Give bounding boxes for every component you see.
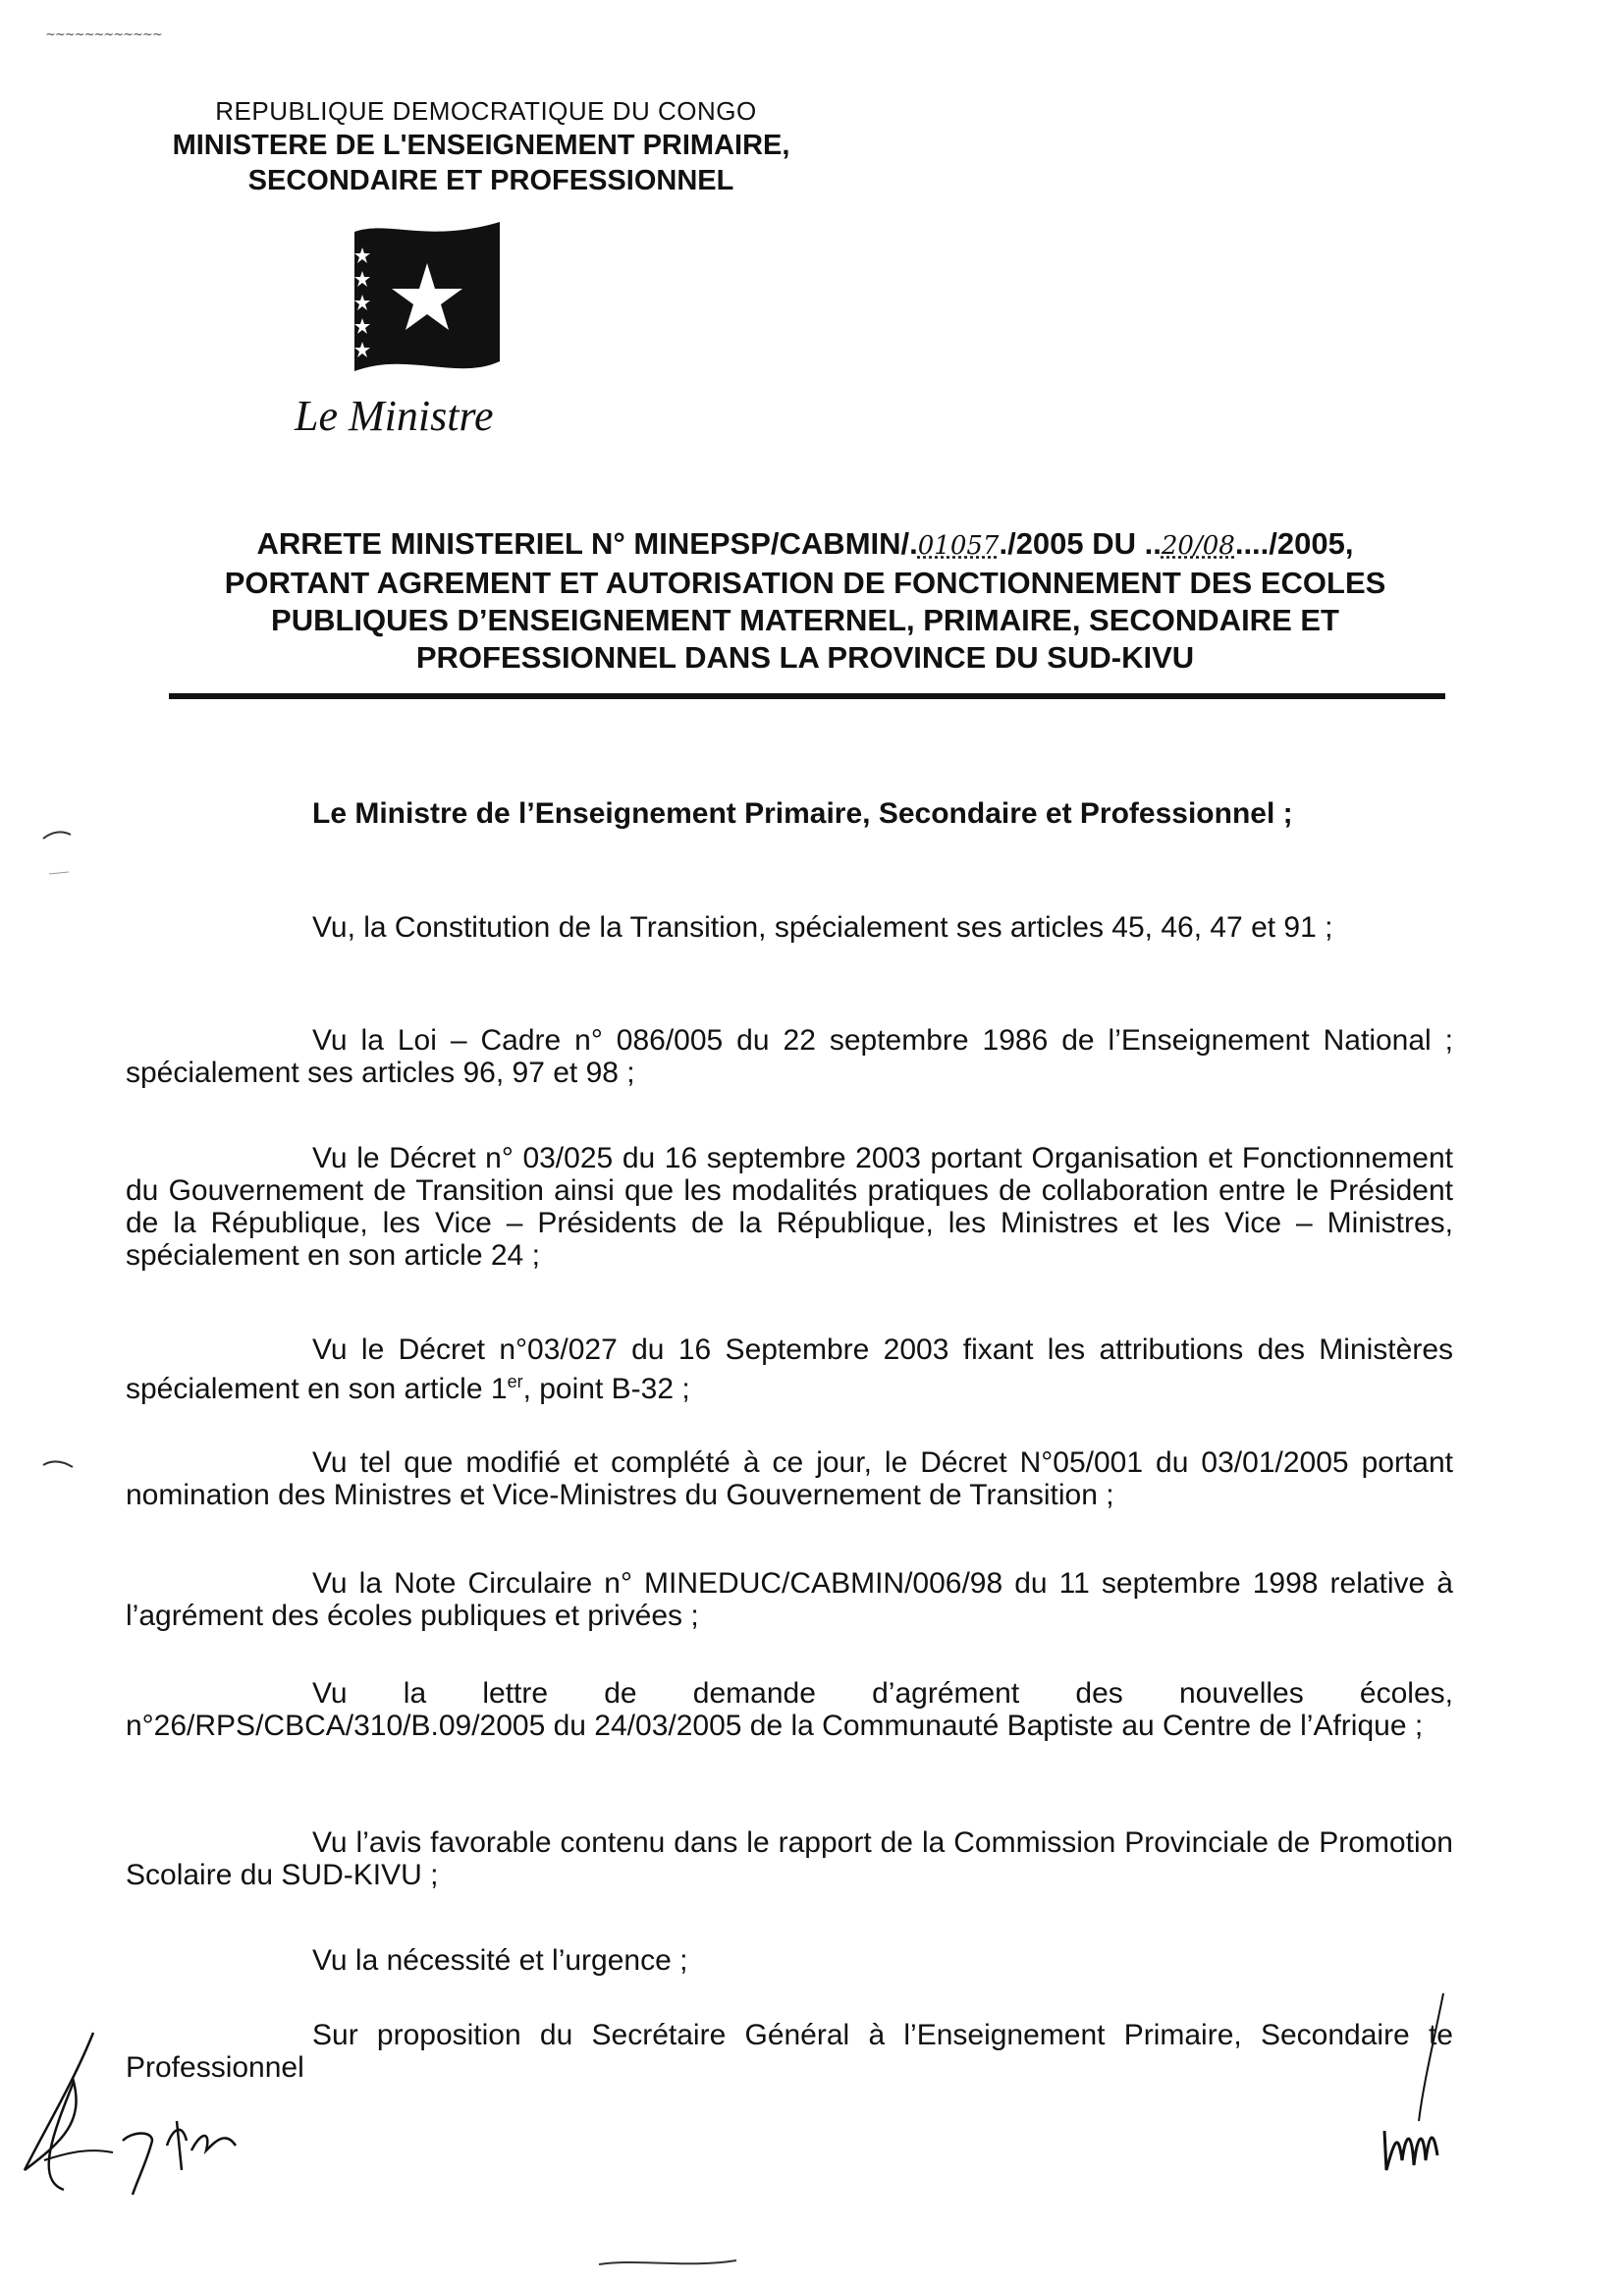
minister-intro: Le Ministre de l’Enseignement Primaire, Secondaire et Professionnel ; (312, 797, 1293, 830)
handwritten-initials-left (5, 2023, 260, 2200)
recital-decret-05-001: Vu tel que modifié et complété à ce jour, le Décret N°05/001 du 03/01/2005 portant nomination des Ministres et Vice-Ministres du Gouvernement de Transition ; (126, 1446, 1453, 1511)
ministry-name-line1: MINISTERE DE L'ENSEIGNEMENT PRIMAIRE, (172, 130, 790, 161)
handwritten-date: 20/08 (1161, 531, 1235, 561)
title-suffix: ..../2005, (1234, 526, 1354, 561)
scan-artifact-text: ~~~~~~~~~~~~ (45, 27, 162, 42)
decree-title-line4: PROFESSIONNEL DANS LA PROVINCE DU SUD-KIVU (415, 640, 1195, 675)
recital-lettre-demande: Vu la lettre de demande d’agrément des nouvelles écoles, n°26/RPS/CBCA/310/B.09/2005 du 24/03/2005 de la Communauté Baptiste au Centre de l’Afrique ; (126, 1677, 1453, 1742)
recital-decret-03-027: Vu le Décret n°03/027 du 16 Septembre 2003 fixant les attributions des Ministères spécialement en son article 1er, point B-32 ; (126, 1333, 1453, 1405)
recital-urgence: Vu la nécessité et l’urgence ; (312, 1944, 688, 1977)
decree-title (157, 525, 1453, 677)
title-underline (169, 693, 1445, 699)
title-mid: ./2005 DU .. (999, 526, 1162, 561)
drc-flag-emblem (349, 214, 506, 396)
handwritten-initials-right (1365, 1984, 1473, 2180)
recital-note-circulaire: Vu la Note Circulaire n° MINEDUC/CABMIN/006/98 du 11 septembre 1998 relative à l’agrément des écoles publiques et privées ; (126, 1567, 1453, 1632)
signature-title: Le Ministre (295, 392, 494, 440)
decree-title-line1 (157, 525, 1453, 565)
decree-title-line2: PORTANT AGREMENT ET AUTORISATION DE FONCTIONNEMENT DES ECOLES (224, 566, 1386, 600)
handwritten-number: 01057 (917, 531, 1000, 561)
recital-avis-favorable: Vu l’avis favorable contenu dans le rapport de la Commission Provinciale de Promotion Scolaire du SUD-KIVU ; (126, 1826, 1453, 1891)
margin-mark (39, 1453, 79, 1483)
ministry-name-line2: SECONDAIRE ET PROFESSIONNEL (247, 165, 734, 196)
country-name: REPUBLIQUE DEMOCRATIQUE DU CONGO (215, 96, 757, 126)
decree-title-line3: PUBLIQUES D’ENSEIGNEMENT MATERNEL, PRIMAIRE, SECONDAIRE ET (271, 603, 1339, 637)
recital-proposition: Sur proposition du Secrétaire Général à l’Enseignement Primaire, Secondaire te Professionnel (126, 2019, 1453, 2084)
recital-decret-03-025: Vu le Décret n° 03/025 du 16 septembre 2003 portant Organisation et Fonctionnement du Gouvernement de Transition ainsi que les modalités pratiques de collaboration entre le Président de la République, les Vice – Présidents de la République, les Ministres et les Vice – Ministres, spécialement en son article 24 ; (126, 1142, 1453, 1272)
recital-constitution: Vu, la Constitution de la Transition, spécialement ses articles 45, 46, 47 et 91 ; (312, 911, 1333, 944)
margin-mark (39, 823, 79, 882)
title-prefix: ARRETE MINISTERIEL N° MINEPSP/CABMIN/. (256, 526, 918, 561)
recital-loi-cadre: Vu la Loi – Cadre n° 086/005 du 22 septembre 1986 de l’Enseignement National ; spécialement ses articles 96, 97 et 98 ; (126, 1024, 1453, 1089)
bottom-scan-mark (589, 2255, 746, 2274)
